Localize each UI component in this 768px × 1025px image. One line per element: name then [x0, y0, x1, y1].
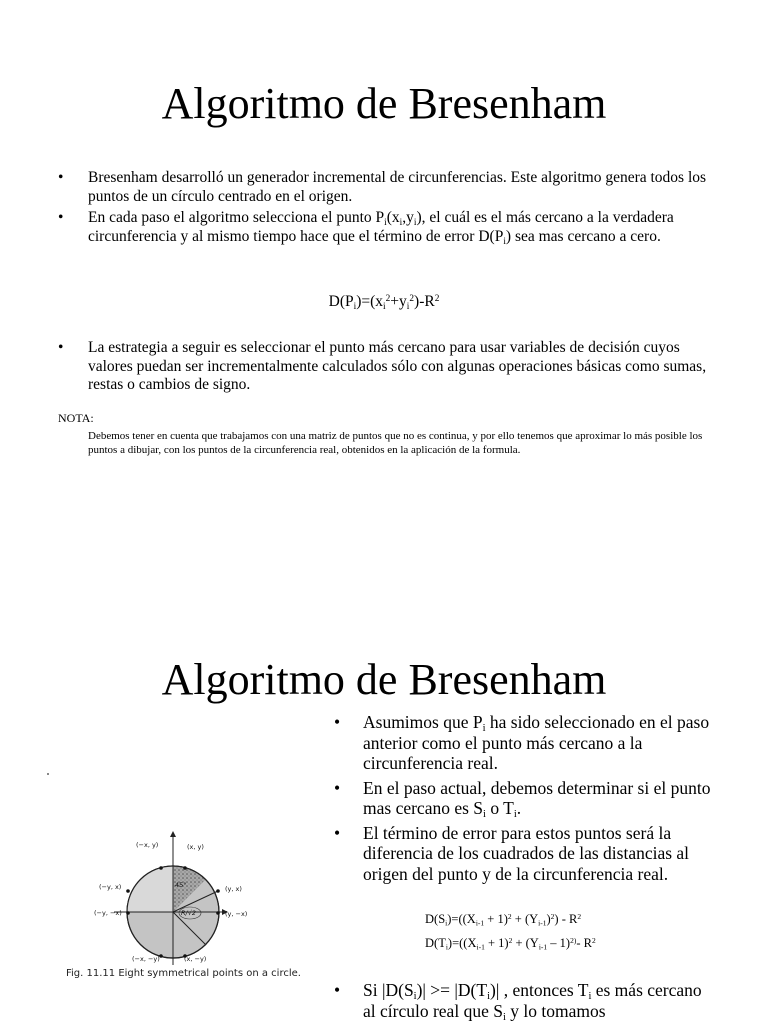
equation-d-ti: $D(T_i)=((X_{i-1} + 1)^2 + (Y_{i-1} - 1)^{2)}-$ $R^2$	[425, 935, 596, 952]
slide2-bullet-4: • Si $|D(S_i)| >= |D(T_i)|$ , entonces $T_i$ es más cercano al círculo real que $S_i$ y lo tomamos	[334, 980, 714, 1021]
slide1-bullet-list	[58, 169, 708, 249]
scan-speck	[47, 773, 49, 775]
slide1-bullet-1: • Bresenham desarrolló un generador incremental de circunferencias. Este algoritmo genera todos los puntos de un círculo centrado en el origen.	[58, 169, 708, 206]
label-y-x: (y, x)	[225, 885, 242, 893]
slide1-title: Algoritmo de Bresenham	[161, 79, 607, 128]
slide2-title: Algoritmo de Bresenham	[161, 655, 607, 704]
label-minus-y-x: (−y, x)	[99, 883, 122, 891]
figure-caption: Fig. 11.11 Eight symmetrical points on a circle.	[66, 968, 301, 979]
point-y-x	[216, 889, 220, 893]
label-x-y: (x, y)	[187, 843, 204, 851]
slide2-bullet-list-2	[334, 980, 714, 1025]
slide2-bullet-2: • En el paso actual, debemos determinar si el punto mas cercano es $S_i$ o $T_i$.	[334, 778, 714, 819]
y-axis-arrow	[170, 831, 176, 837]
label-y-minus-x: (y, −x)	[225, 910, 248, 918]
label-r-sqrt2: R/√2	[181, 909, 196, 917]
equation-d-si: $D(S_i)=((X_{i-1} + 1)^2 + (Y_{i-1})^2) - R^2$	[425, 911, 582, 928]
circle-upper-left-region	[127, 866, 173, 912]
point-x-y	[183, 866, 187, 870]
slide2-bullet-list	[334, 712, 714, 888]
circle-symmetry-figure	[66, 825, 306, 985]
label-x-minus-y: (x, −y)	[184, 955, 207, 963]
slide2-bullet-1: • Asumimos que $P_i$ ha sido seleccionado en el paso anterior como el punto más cercano a la circunferencia real.	[334, 712, 714, 774]
slide2-bullet-3: • El término de error para estos puntos será la diferencia de los cuadrados de las distancias al origen del punto y de la circunferencia real.	[334, 823, 714, 885]
point-minus-y-x	[126, 889, 130, 893]
label-minus-y-minus-x: (−y, −x)	[94, 909, 122, 917]
point-minus-y-minus-x	[126, 911, 130, 915]
point-minus-x-y	[159, 866, 163, 870]
slide1-bullet-list-2	[58, 339, 708, 398]
nota-text: Debemos tener en cuenta que trabajamos con una matriz de puntos que no es continua, y por ello tenemos que aproximar lo más posible los puntos a dibujar, con los puntos de la circunferencia real, obtenidos en la aplicación de la formula.	[88, 430, 703, 456]
slide1-bullet-3: • La estrategia a seguir es seleccionar el punto más cercano para usar variables de decisión cuyos valores puedan ser incrementalmente calculados sólo con algunas operaciones básicas como sumas, restas o cambios de signo.	[58, 339, 708, 395]
label-minus-x-y: (−x, y)	[136, 841, 159, 849]
slide1-bullet-2: • En cada paso el algoritmo selecciona el punto $P_i(x_i,y_i)$, el cuál es el más cercano a la verdadera circunferencia y al mismo tiempo hace que el término de error $D(P_i)$ sea mas cercano a cero.	[58, 209, 708, 246]
label-45-deg: 45°	[175, 881, 187, 889]
error-formula: $D(P_i)=(x_i^2+y_i^2)-R^2$	[328, 293, 440, 312]
point-y-minus-x	[216, 911, 220, 915]
label-minus-x-minus-y: (−x, −y)	[132, 955, 160, 963]
nota-label: NOTA:	[58, 411, 94, 425]
